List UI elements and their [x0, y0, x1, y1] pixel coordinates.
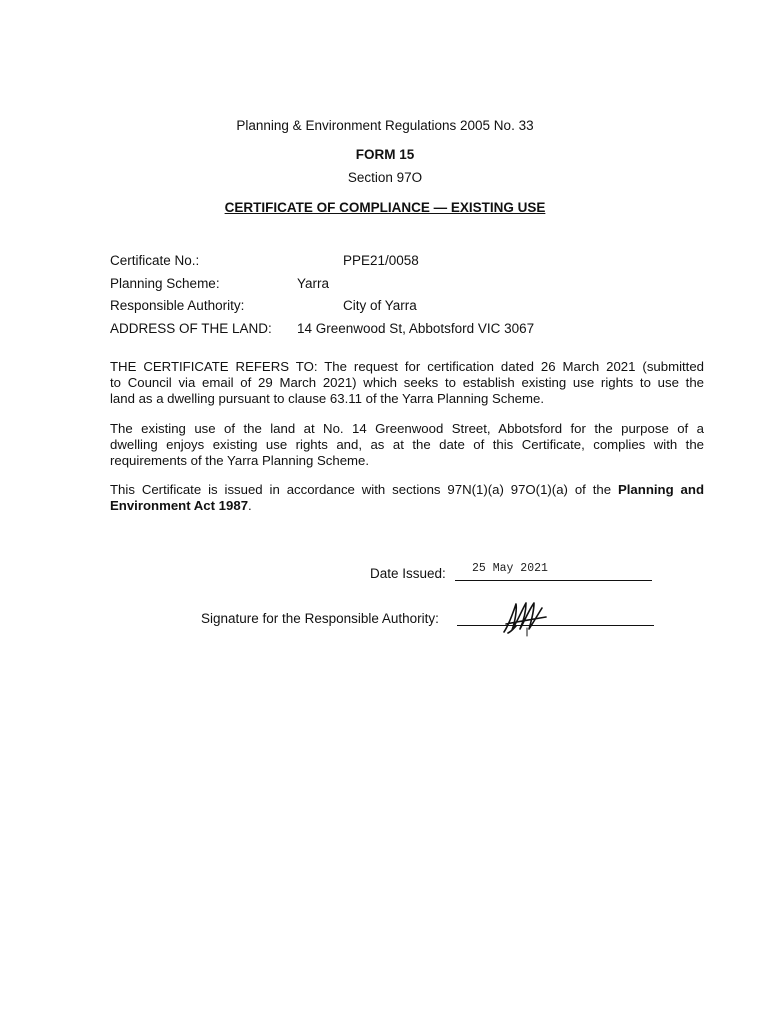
- signature-line: [457, 625, 654, 626]
- responsible-authority-label: Responsible Authority:: [110, 298, 245, 313]
- existing-use-line: requirements of the Yarra Planning Scheme.: [110, 453, 370, 468]
- issued-suffix: .: [248, 498, 252, 513]
- planning-scheme-value: Yarra: [297, 276, 330, 291]
- refers-to-paragraph: [110, 359, 704, 407]
- section-reference: Section 97O: [347, 170, 423, 185]
- date-issued-label: Date Issued:: [370, 566, 446, 581]
- issued-line: [110, 482, 704, 498]
- address-value: 14 Greenwood St, Abbotsford VIC 3067: [297, 321, 535, 336]
- form-number: FORM 15: [355, 147, 415, 162]
- issued-paragraph: [110, 482, 704, 514]
- existing-use-paragraph: [110, 421, 704, 469]
- act-name-part2: Environment Act 1987: [110, 498, 249, 513]
- act-name-part1: Planning and: [617, 482, 704, 497]
- existing-use-line: dwelling enjoys existing use rights and, as at the date of this Certificate, complies with the: [110, 437, 704, 452]
- refers-to-line: land as a dwelling pursuant to clause 63.11 of the Yarra Planning Scheme.: [110, 391, 545, 406]
- signature-label: Signature for the Responsible Authority:: [201, 611, 439, 626]
- planning-scheme-label: Planning Scheme:: [110, 276, 220, 291]
- refers-to-line: to Council via email of 29 March 2021) which seeks to establish existing use rights to use the: [110, 375, 704, 390]
- certificate-title: CERTIFICATE OF COMPLIANCE — EXISTING USE: [224, 200, 546, 215]
- handwritten-signature: [498, 598, 554, 638]
- date-issued-line: [455, 580, 652, 581]
- issued-line: [110, 498, 704, 514]
- existing-use-line: The existing use of the land at No. 14 Greenwood Street, Abbotsford for the purpose of a: [110, 421, 704, 436]
- certificate-no-value: PPE21/0058: [343, 253, 419, 268]
- issued-prefix: This Certificate is issued in accordance with sections 97N(1)(a) 97O(1)(a) of the: [110, 482, 618, 497]
- responsible-authority-value: City of Yarra: [343, 298, 417, 313]
- certificate-no-label: Certificate No.:: [110, 253, 200, 268]
- regulation-heading: Planning & Environment Regulations 2005 No. 33: [236, 118, 534, 133]
- date-issued-value: 25 May 2021: [472, 562, 548, 575]
- address-label: ADDRESS OF THE LAND:: [110, 321, 272, 336]
- refers-to-line: THE CERTIFICATE REFERS TO: The request for certification dated 26 March 2021 (submitted: [110, 359, 704, 374]
